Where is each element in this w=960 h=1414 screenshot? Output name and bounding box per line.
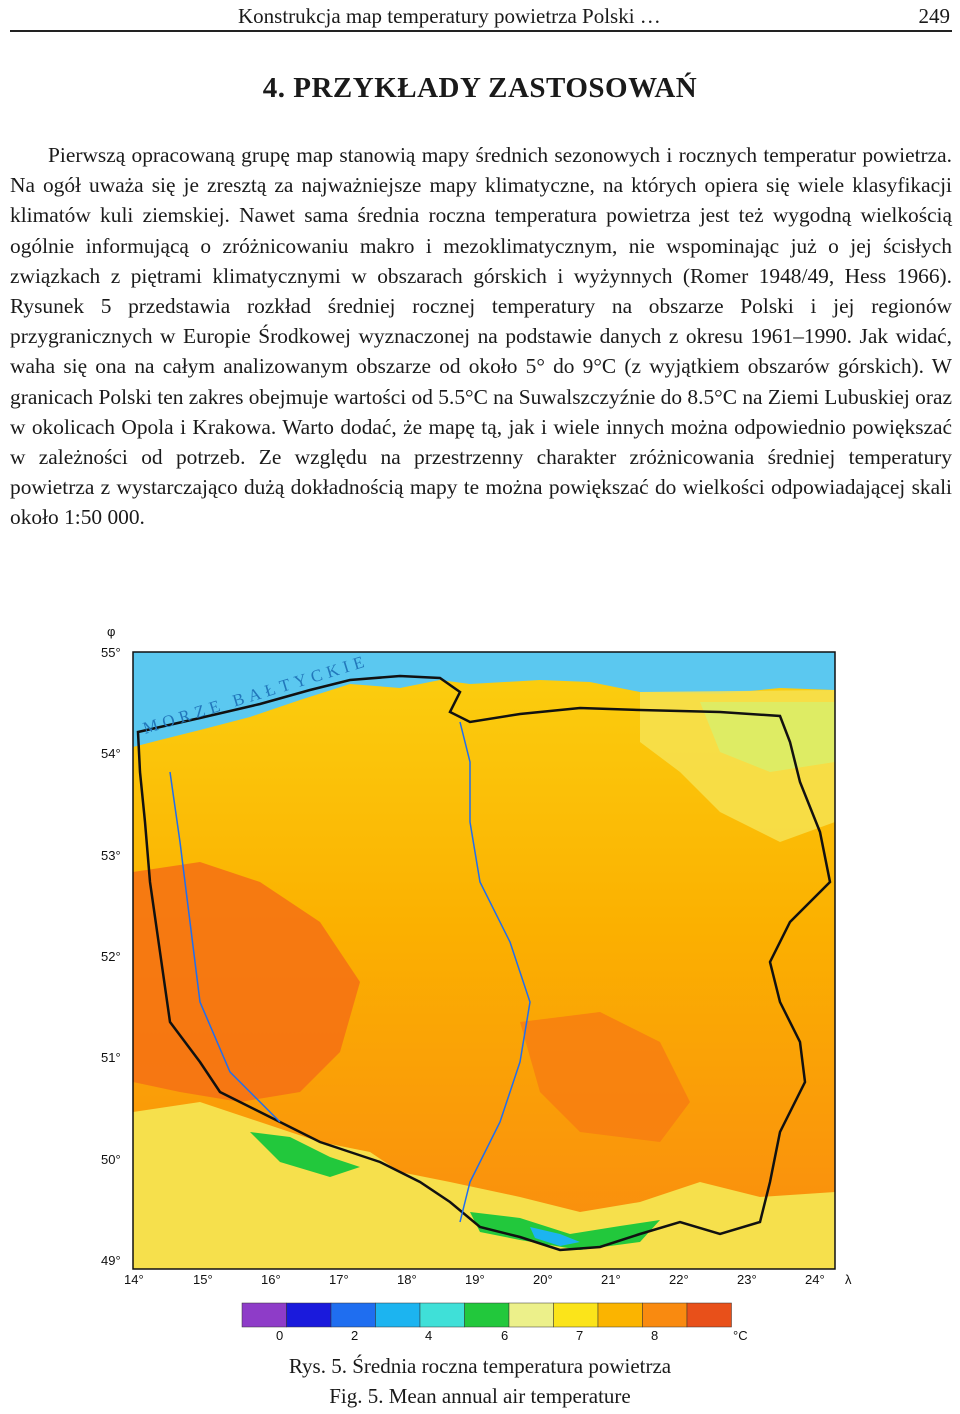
temperature-map-figure xyxy=(0,622,960,1362)
lon-symbol: λ xyxy=(845,1272,852,1287)
lat-label-54: 54° xyxy=(101,746,121,761)
legend-swatch xyxy=(465,1303,510,1327)
lat-label-50: 50° xyxy=(101,1152,121,1167)
lat-symbol: φ xyxy=(107,624,116,639)
body-paragraph: Pierwszą opracowaną grupę map stanowią mapy średnich sezonowych i rocznych temperatur powietrza. Na ogół uważa się je zresztą za najważniejsze mapy klimatyczne, na których opiera się wiele klasyfikacji klimatów kuli ziemskiej. Nawet sama średnia roczna temperatura powietrza jest też wygodną wielkością ogólnie informującą o zróżnicowaniu makro i mezoklimatycznym, nie wspominając już o jej ścisłych związkach z piętrami klimatycznymi w obszarach górskich i wyżynnych (Romer 1948/49, Hess 1966). Rysunek 5 przedstawia rozkład średniej rocznej temperatury na obszarze Polski i jej regionów przygranicznych w Europie Środkowej wyznaczonej na podstawie danych z okresu 1961–1990. Jak widać, waha się ona na całym analizowanym obszarze od około 5° do 9°C (z wyjątkiem obszarów górskich). W granicach Polski ten zakres obejmuje wartości od 5.5°C na Suwalszczyźnie do 8.5°C na Ziemi Lubuskiej oraz w okolicach Opola i Krakowa. Warto dodać, że mapę tą, jak i wiele innych można odpowiednio powiększać w zależności od potrzeb. Ze względu na przestrzenny charakter zróżnicowania średniej temperatury powietrza z wystarczająco dużą dokładnością mapy te można powiększać do wielkości odpowiadającej skali około 1:50 000. xyxy=(10,143,952,530)
running-header xyxy=(10,0,952,32)
legend-swatch xyxy=(420,1303,465,1327)
legend-swatch xyxy=(287,1303,332,1327)
legend-color-bar xyxy=(242,1303,732,1327)
caption-english: Fig. 5. Mean annual air temperature xyxy=(329,1384,631,1408)
legend-label-4: 4 xyxy=(425,1328,433,1343)
lat-label-49: 49° xyxy=(101,1253,121,1268)
lon-label-19: 19° xyxy=(465,1272,485,1287)
lat-label-51: 51° xyxy=(101,1050,121,1065)
lon-label-14: 14° xyxy=(124,1272,144,1287)
legend-swatch xyxy=(554,1303,599,1327)
legend-label-6: 6 xyxy=(501,1328,509,1343)
legend-swatch xyxy=(687,1303,732,1327)
caption-polish: Rys. 5. Średnia roczna temperatura powietrza xyxy=(288,1354,672,1378)
legend-swatch xyxy=(242,1303,287,1327)
section-heading: 4. PRZYKŁADY ZASTOSOWAŃ xyxy=(262,72,698,104)
lon-label-15: 15° xyxy=(193,1272,213,1287)
legend-label-0: 0 xyxy=(276,1328,284,1343)
legend-label-8: 8 xyxy=(651,1328,659,1343)
temperature-map xyxy=(0,622,960,1362)
lat-label-55: 55° xyxy=(101,645,121,660)
legend-label-7: 7 xyxy=(576,1328,584,1343)
lon-label-22: 22° xyxy=(669,1272,689,1287)
lon-label-24: 24° xyxy=(805,1272,825,1287)
lon-label-17: 17° xyxy=(329,1272,349,1287)
lon-label-16: 16° xyxy=(261,1272,281,1287)
legend-swatch xyxy=(598,1303,643,1327)
legend-label-2: 2 xyxy=(351,1328,359,1343)
legend-swatch xyxy=(331,1303,376,1327)
lon-label-18: 18° xyxy=(397,1272,417,1287)
lat-label-52: 52° xyxy=(101,949,121,964)
lon-label-20: 20° xyxy=(533,1272,553,1287)
map-area xyxy=(133,652,835,1269)
sea-label: MORZE BAŁTYCKIE xyxy=(140,650,371,738)
page-number: 249 xyxy=(918,4,950,28)
lat-label-53: 53° xyxy=(101,848,121,863)
legend-unit: °C xyxy=(733,1328,748,1343)
legend-swatch xyxy=(509,1303,554,1327)
legend-swatch xyxy=(643,1303,688,1327)
running-title: Konstrukcja map temperatury powietrza Polski … xyxy=(238,4,661,28)
legend-swatch xyxy=(376,1303,421,1327)
lon-label-23: 23° xyxy=(737,1272,757,1287)
lon-label-21: 21° xyxy=(601,1272,621,1287)
